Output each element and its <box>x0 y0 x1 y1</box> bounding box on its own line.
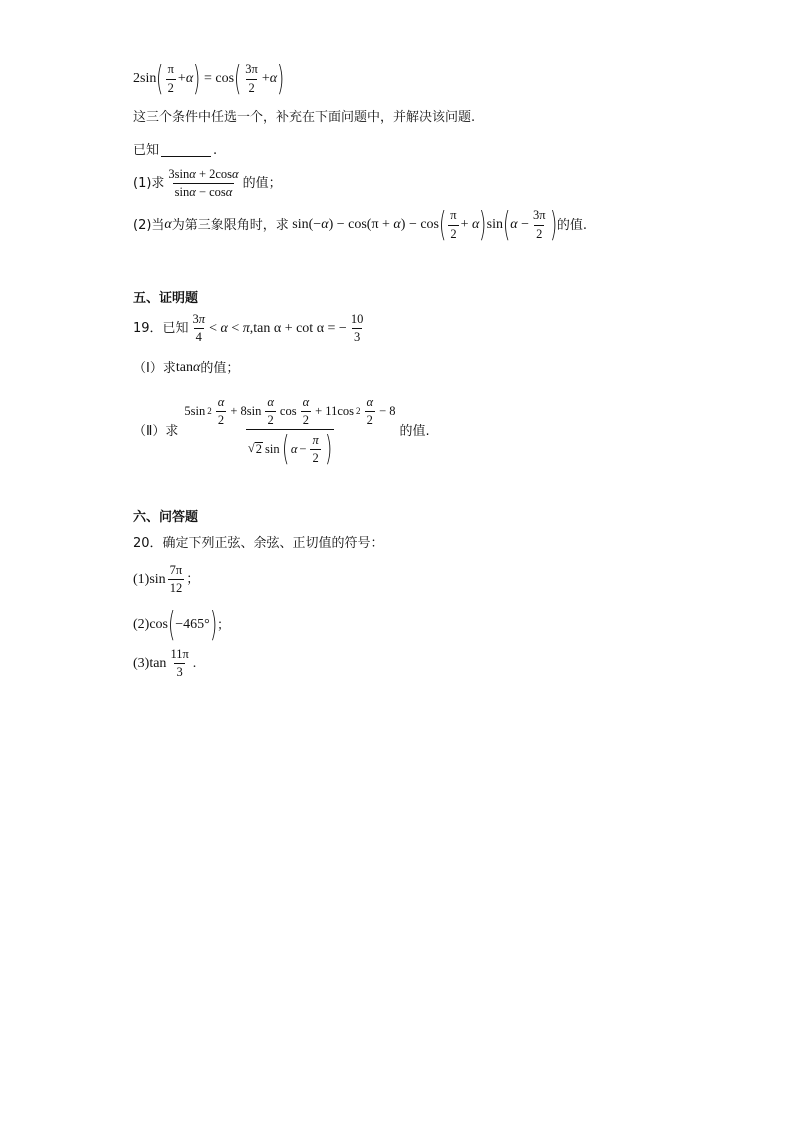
known-line: 已知 . <box>133 143 218 158</box>
q19-stem: 19．已知 $\frac{3\pi}{4}$ < α < π ,tan α + cot α = − $\frac{10}{3}$ <box>133 312 364 345</box>
q18-part1: (1)求 $\frac{3\sin\alpha + 2\cos\alpha}{\sin\alpha - \cos\alpha}$ 的值； <box>133 167 282 200</box>
condition-equation: 2sin ( $\frac{\pi}{2}$ + α ) = cos ( $\frac{3\pi}{2}$ + α ) <box>133 59 285 99</box>
section-title-6: 六、问答题 <box>133 510 199 525</box>
q18-part2: (2)当 α 为第三象限角时，求 sin(−α) − cos(π + α) − cos ( $\frac{\pi}{2}$ + α ) sin ( α − $\frac{3\pi}{2}$ ) 的值. <box>133 205 587 245</box>
q20-stem: 20．确定下列正弦、余弦、正切值的符号： <box>133 536 384 551</box>
q20-part1: (1) sin $\frac{7\pi}{12}$ ； <box>133 563 200 596</box>
q20-part3: (3) tan $\frac{11\pi}{3}$ . <box>133 647 197 680</box>
q19-part1: （Ⅰ）求 tanα 的值； <box>133 360 240 376</box>
instruction-text: 这三个条件中任选一个，补充在下面问题中，并解决该问题. <box>133 110 476 125</box>
q19-part2: （Ⅱ）求 5sin 2 $\frac{\alpha}{2}$ + 8sin $\frac{\alpha}{2}$ cos $\frac{\alpha}{2}$ + 11cos 2 $\frac{\alpha}{2}$ − 8 √ 2 sin ( α − $\frac{\pi}{2}$ ) 的值. <box>133 395 430 470</box>
answer-blank <box>161 144 211 157</box>
section-title-5: 五、证明题 <box>133 291 199 306</box>
q20-part2: (2) cos ( −465° ) ； <box>133 605 231 645</box>
